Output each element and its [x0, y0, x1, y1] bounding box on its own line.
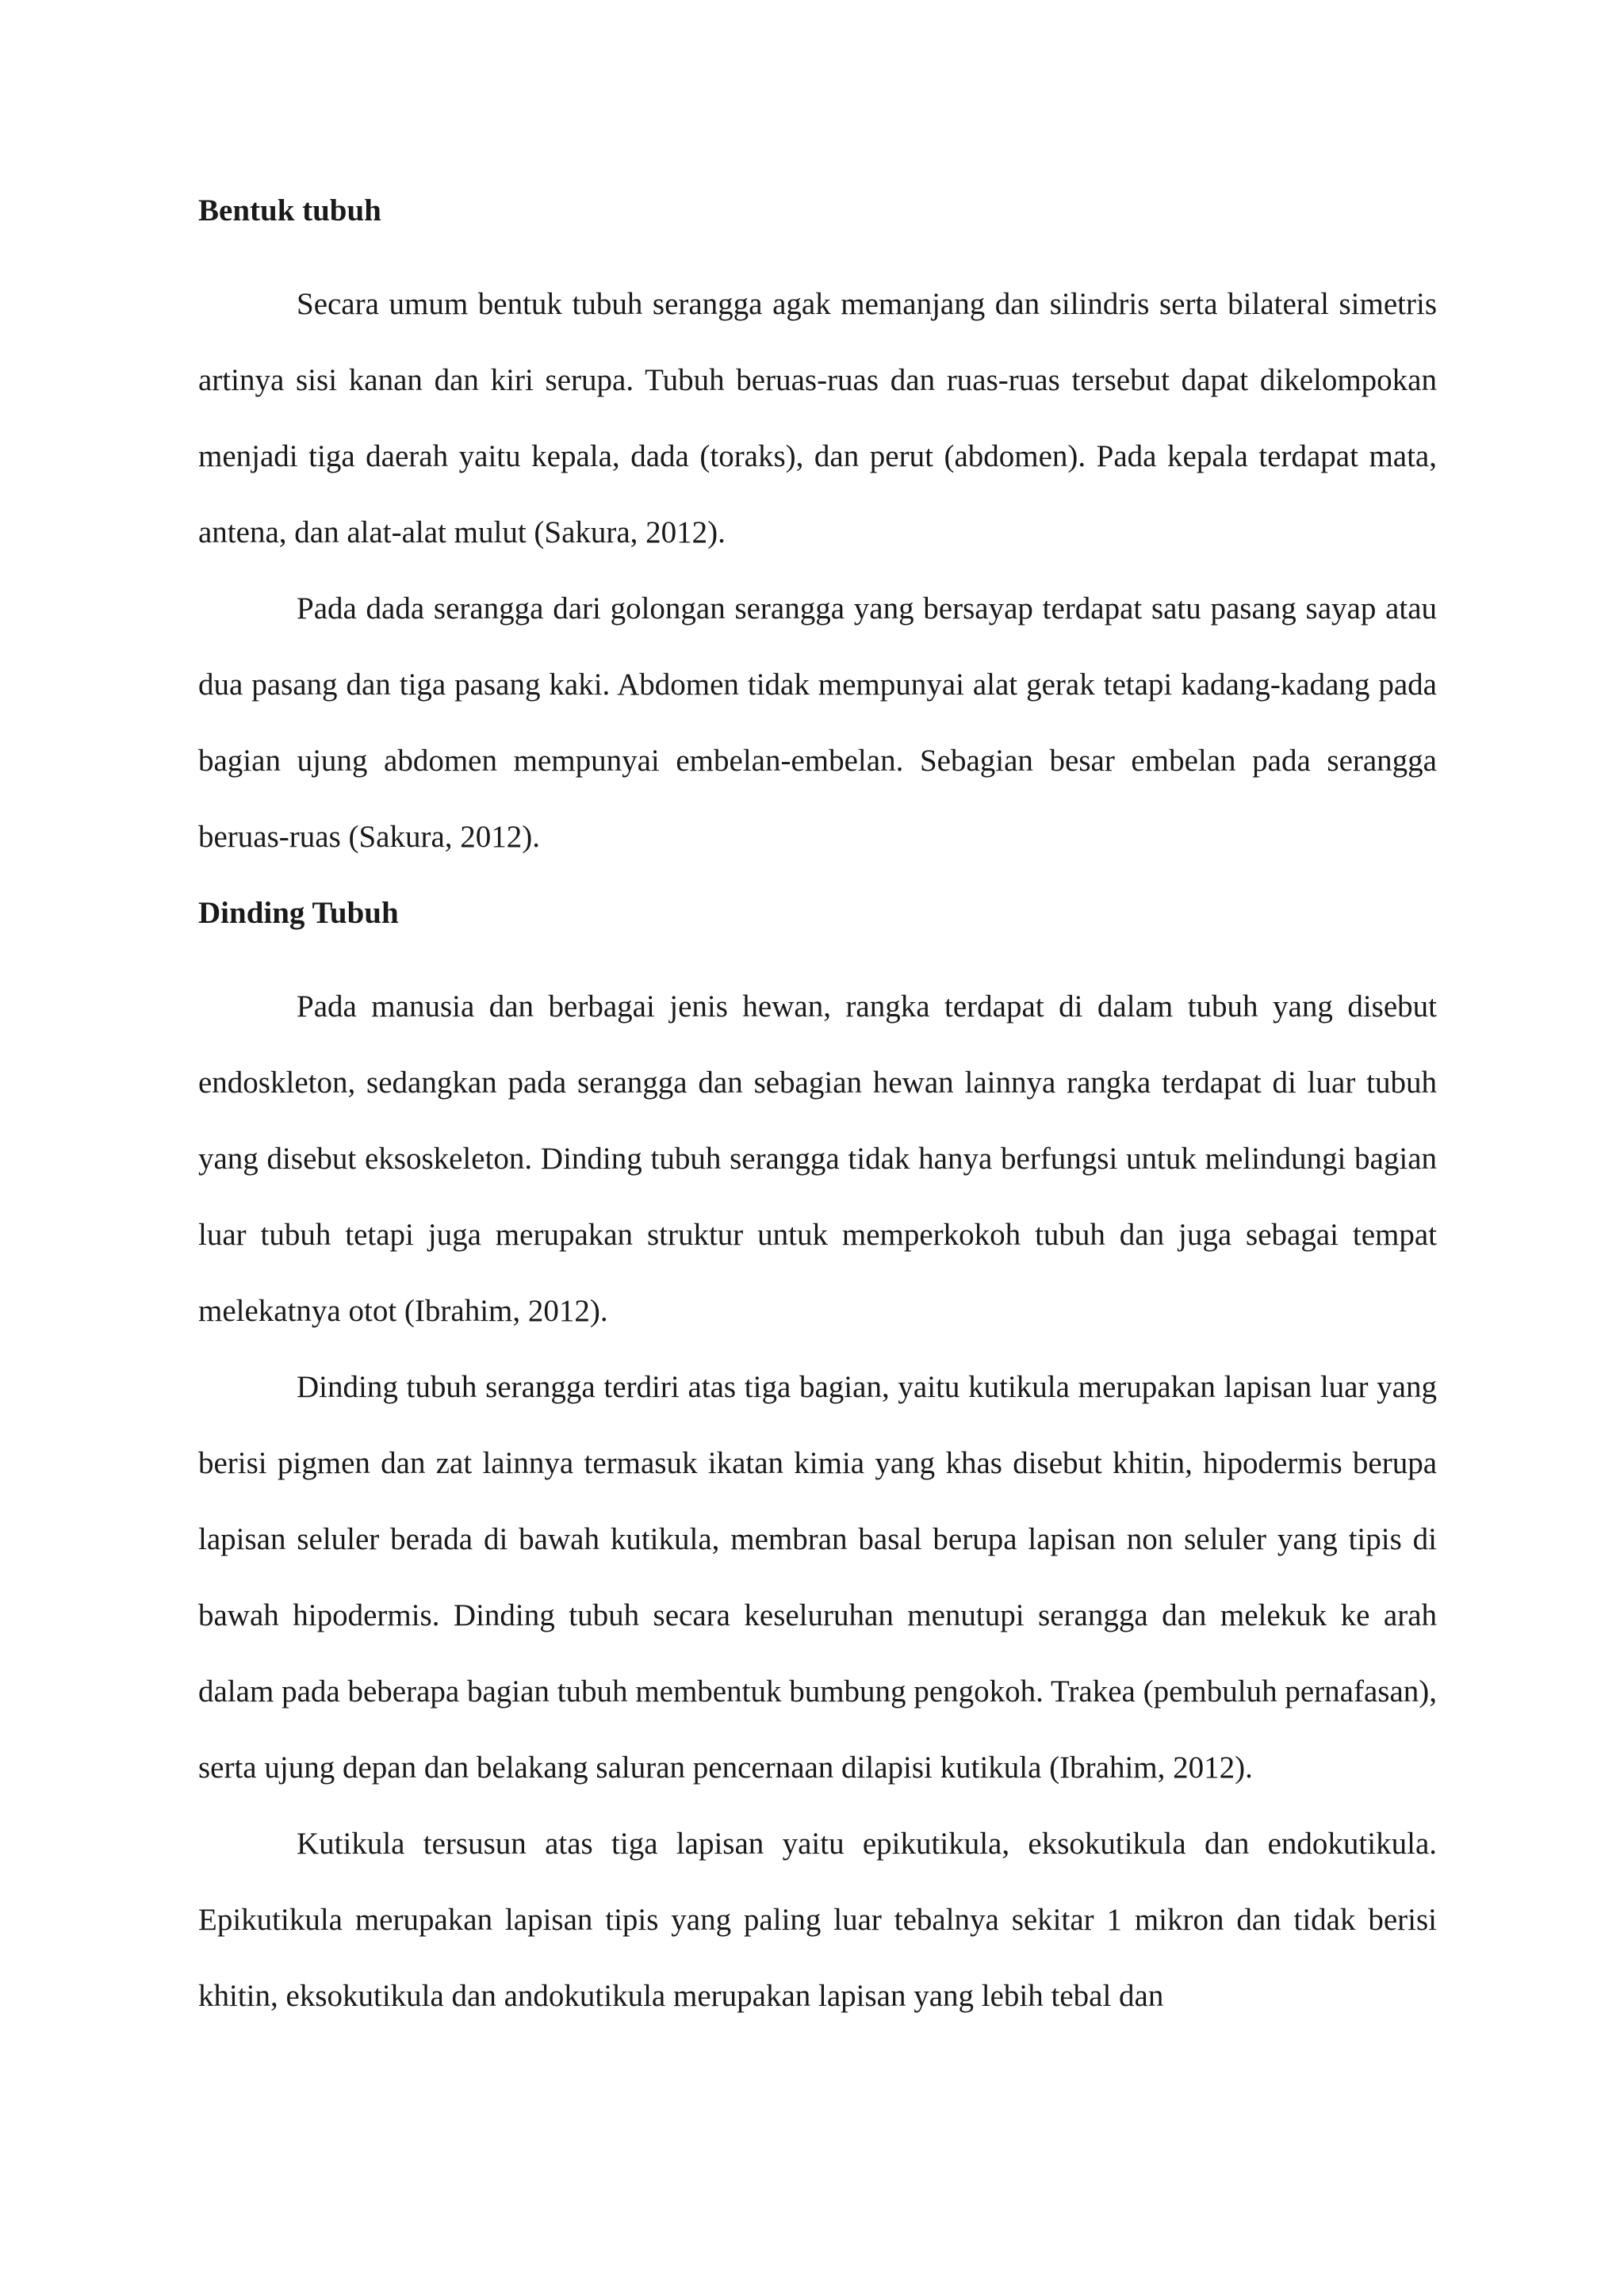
paragraph: Secara umum bentuk tubuh serangga agak memanjang dan silindris serta bilateral simetris artinya sisi kanan dan kiri serupa. Tubuh beruas-ruas dan ruas-ruas tersebut dapat dikelompokan menjadi tiga daerah yaitu kepala, dada (toraks), dan perut (abdomen). Pada kepala terdapat mata, antena, dan alat-alat mulut (Sakura, 2012).: [198, 287, 1437, 549]
paragraph: Pada dada serangga dari golongan serangga yang bersayap terdapat satu pasang sayap atau dua pasang dan tiga pasang kaki. Abdomen tidak mempunyai alat gerak tetapi kadang-kadang pada bagian ujung abdomen mempunyai embelan-embelan. Sebagian besar embelan pada serangga beruas-ruas (Sakura, 2012).: [198, 591, 1437, 854]
document-page: [198, 190, 1437, 2034]
section-heading-dinding-tubuh: Dinding Tubuh: [198, 896, 399, 930]
section-heading-bentuk-tubuh: Bentuk tubuh: [198, 193, 381, 228]
paragraph: Kutikula tersusun atas tiga lapisan yaitu epikutikula, eksokutikula dan endokutikula. Epikutikula merupakan lapisan tipis yang paling luar tebalnya sekitar 1 mikron dan tidak berisi khitin, eksokutikula dan andokutikula merupakan lapisan yang lebih tebal dan: [198, 1827, 1437, 2013]
paragraph: Dinding tubuh serangga terdiri atas tiga bagian, yaitu kutikula merupakan lapisan luar yang berisi pigmen dan zat lainnya termasuk ikatan kimia yang khas disebut khitin, hipodermis berupa lapisan seluler berada di bawah kutikula, membran basal berupa lapisan non seluler yang tipis di bawah hipodermis. Dinding tubuh secara keseluruhan menutupi serangga dan melekuk ke arah dalam pada beberapa bagian tubuh membentuk bumbung pengokoh. Trakea (pembuluh pernafasan), serta ujung depan dan belakang saluran pencernaan dilapisi kutikula (Ibrahim, 2012).: [198, 1370, 1437, 1785]
paragraph: Pada manusia dan berbagai jenis hewan, rangka terdapat di dalam tubuh yang disebut endoskleton, sedangkan pada serangga dan sebagian hewan lainnya rangka terdapat di luar tubuh yang disebut eksoskeleton. Dinding tubuh serangga tidak hanya berfungsi untuk melindungi bagian luar tubuh tetapi juga merupakan struktur untuk memperkokoh tubuh dan juga sebagai tempat melekatnya otot (Ibrahim, 2012).: [198, 989, 1437, 1328]
